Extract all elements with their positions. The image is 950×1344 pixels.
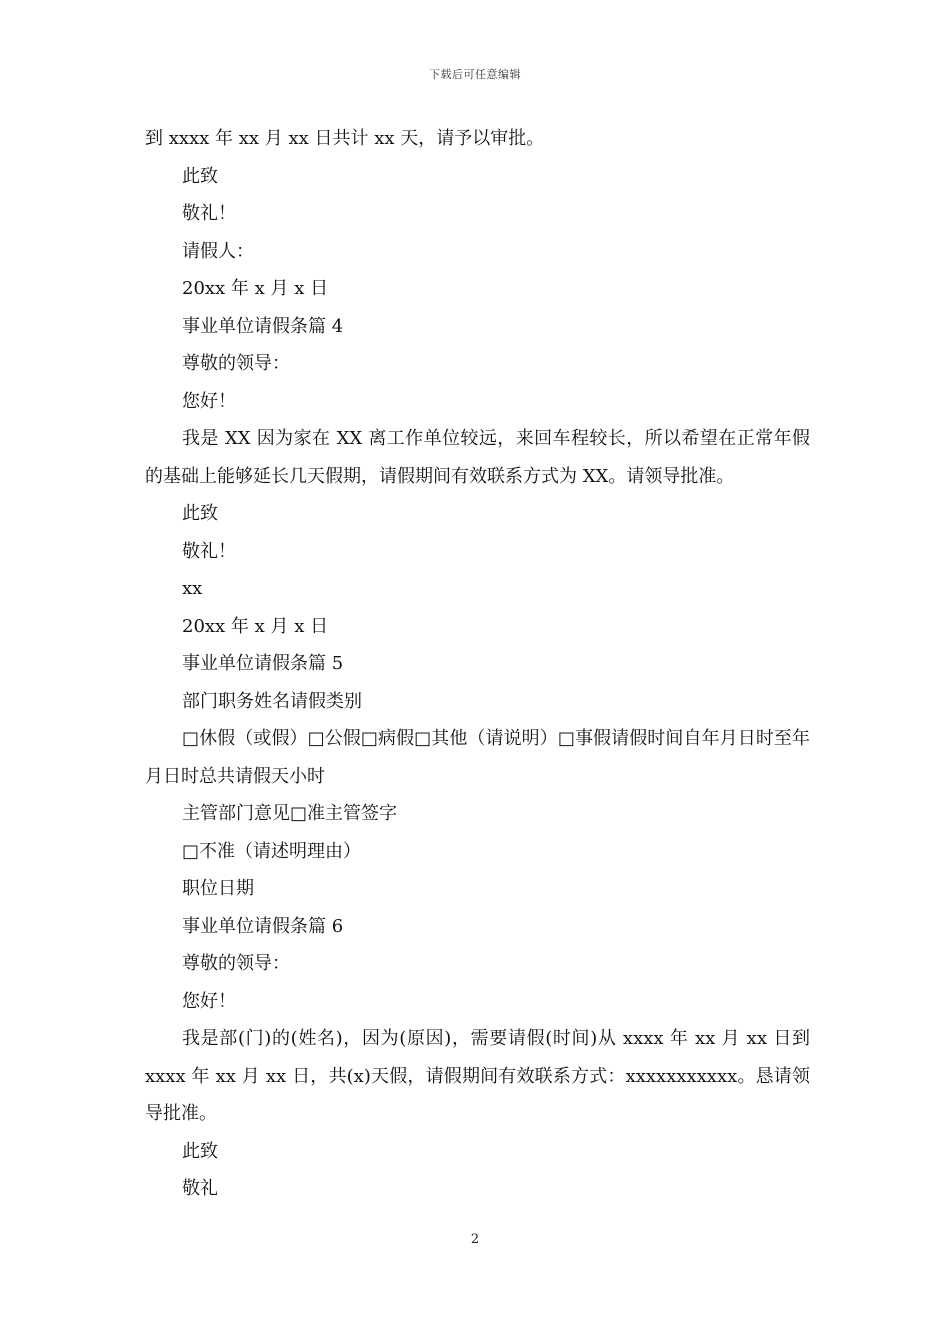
paragraph: 敬礼！ [182,540,236,562]
paragraph: 尊敬的领导： [182,353,290,374]
paragraph: 到 xxxx 年 xx 月 xx 日共计 xx 天，请予以审批。 [145,128,545,149]
paragraph: xx [182,578,203,599]
paragraph: 20xx 年 x 月 x 日 [182,615,329,637]
paragraph: 敬礼！ [182,203,236,224]
paragraph: 您好！ [182,990,236,1012]
paragraph: 此致 [182,165,218,187]
section-heading: 事业单位请假条篇 5 [182,653,344,674]
paragraph: 您好！ [182,390,236,412]
section-heading: 事业单位请假条篇 4 [182,315,344,337]
paragraph: □休假（或假）□公假□病假□其他（请说明）□事假请假时间自年月日时至年月日时总共请假天小时 [145,728,810,787]
paragraph: 部门职务姓名请假类别 [182,690,362,712]
paragraph: 主管部门意见□准主管签字 [182,803,398,824]
paragraph: 此致 [182,1140,218,1162]
paragraph: 此致 [182,503,218,524]
paragraph: 职位日期 [182,878,254,899]
page-number: 2 [470,1232,480,1247]
paragraph: 尊敬的领导： [182,953,290,974]
document-body [145,120,816,1208]
paragraph: 敬礼 [182,1178,218,1199]
paragraph: □不准（请述明理由） [182,840,362,862]
section-heading: 事业单位请假条篇 6 [182,915,344,937]
paragraph: 我是部(门)的(姓名)，因为(原因)，需要请假(时间)从 xxxx 年 xx 月 xx 日到 xxxx 年 xx 月 xx 日，共(x)天假，请假期间有效联系方式：xxxxxxxxxxx。恳请领导批准。 [145,1028,816,1124]
page-header: 下载后可任意编辑 [429,68,521,81]
paragraph: 请假人： [182,240,254,262]
paragraph: 我是 XX 因为家在 XX 离工作单位较远，来回车程较长，所以希望在正常年假的基础上能够延长几天假期，请假期间有效联系方式为 XX。请领导批准。 [145,428,810,487]
paragraph: 20xx 年 x 月 x 日 [182,278,329,299]
